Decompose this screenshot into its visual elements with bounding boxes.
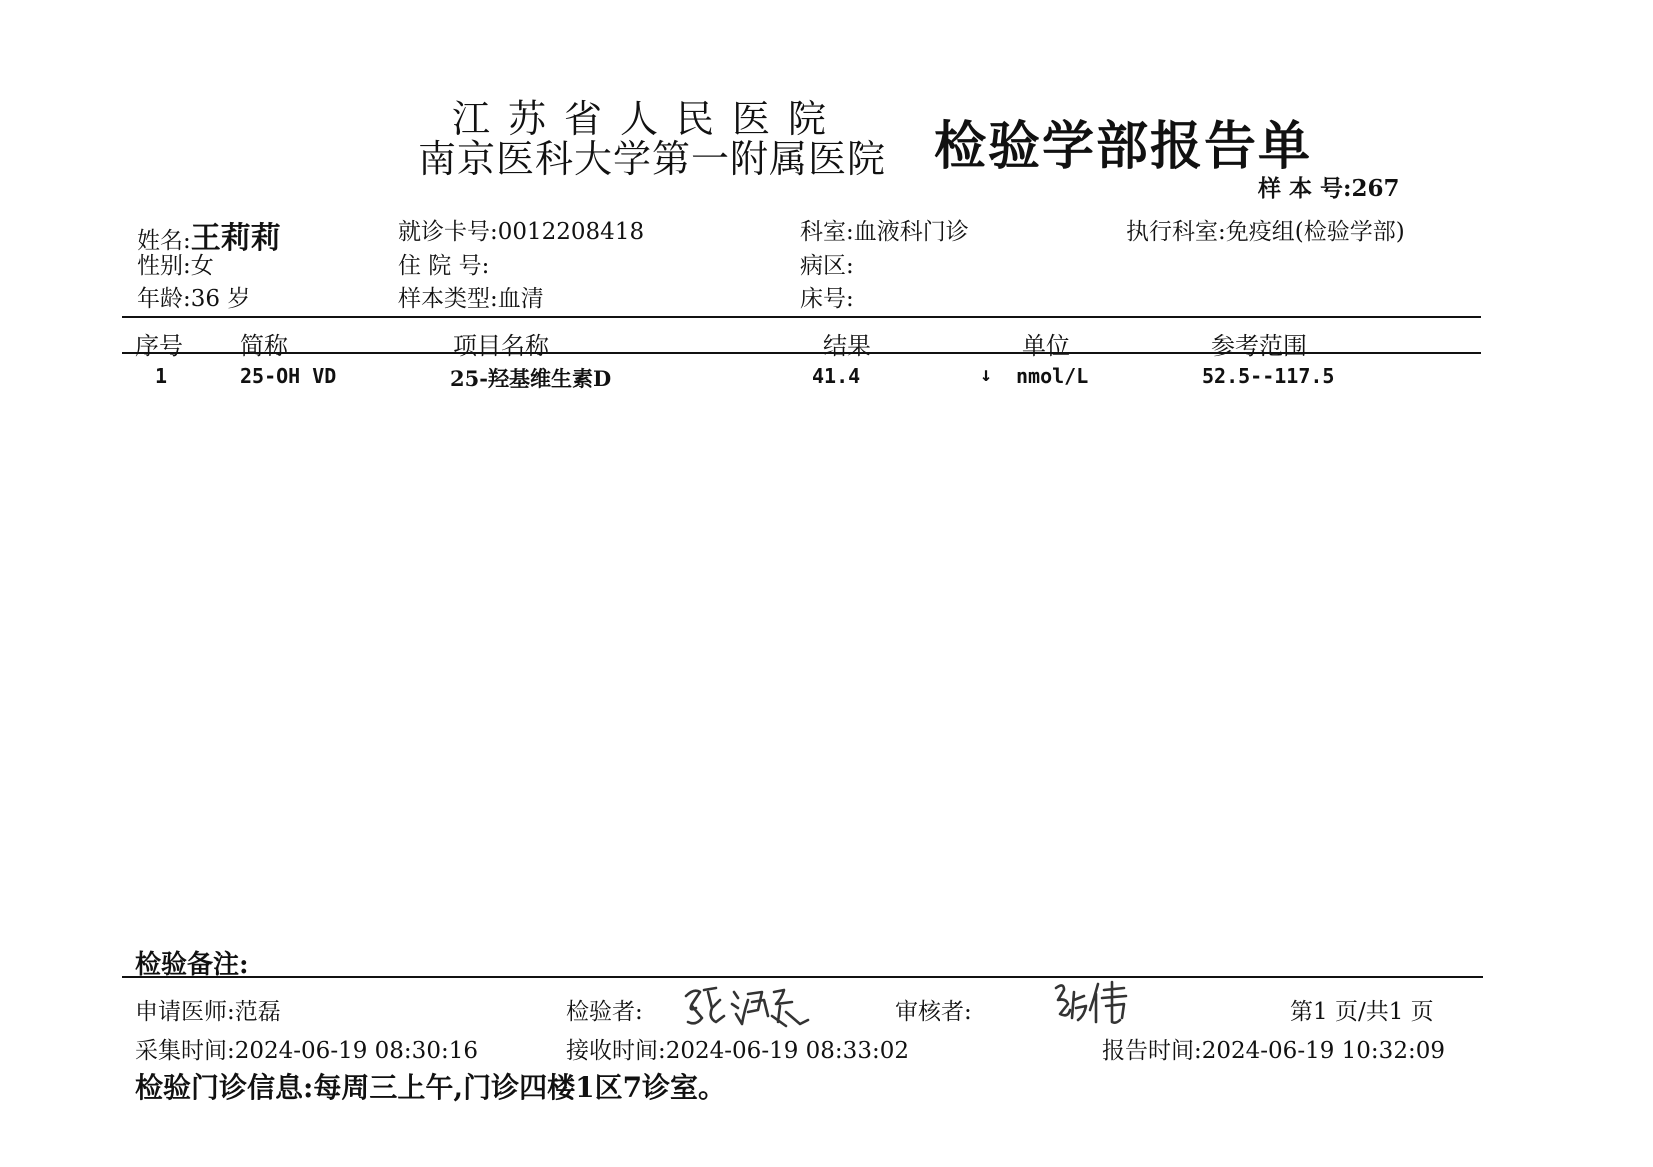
- patient-age: 年龄:36 岁: [137, 286, 251, 312]
- remarks-label: 检验备注:: [135, 950, 249, 980]
- sample-type: 样本类型:血清: [398, 286, 544, 312]
- bed-number: 床号:: [800, 286, 854, 312]
- low-flag-arrow-icon: ↓: [980, 362, 993, 386]
- column-header-abbr: 简称: [240, 332, 288, 360]
- collection-time: 采集时间:2024-06-19 08:30:16: [135, 1038, 478, 1064]
- tester-label: 检验者:: [566, 999, 643, 1025]
- hospital-name: 江苏省人民医院: [452, 97, 845, 141]
- cell-no: 1: [155, 364, 168, 388]
- tester-signature: [682, 982, 814, 1036]
- receive-time: 接收时间:2024-06-19 08:33:02: [566, 1038, 909, 1064]
- patient-name: 王莉莉: [190, 221, 281, 256]
- requesting-doctor: 申请医师:范磊: [135, 999, 281, 1025]
- hospital-affiliation: 南京医科大学第一附属医院: [418, 137, 887, 181]
- department: 科室:血液科门诊: [800, 219, 969, 245]
- sample-number: 样 本 号:267: [1258, 175, 1400, 202]
- patient-name-label: 姓名:: [137, 228, 191, 254]
- cell-item-name: 25-羟基维生素D: [450, 366, 612, 391]
- reviewer-label: 审核者:: [895, 999, 972, 1025]
- column-header-unit: 单位: [1022, 332, 1070, 360]
- column-header-item-name: 项目名称: [453, 332, 549, 360]
- footer-rule: [122, 976, 1483, 978]
- cell-abbr: 25-OH VD: [240, 364, 337, 388]
- column-header-result: 结果: [823, 332, 871, 360]
- report-title: 检验学部报告单: [934, 116, 1313, 177]
- patient-sex: 性别:女: [137, 253, 214, 279]
- column-header-reference-range: 参考范围: [1211, 332, 1307, 360]
- cell-result: 41.4: [812, 364, 861, 388]
- reviewer-signature: [1050, 978, 1132, 1032]
- executing-department: 执行科室:免疫组(检验学部): [1126, 219, 1405, 245]
- inpatient-number: 住 院 号:: [398, 253, 490, 279]
- cell-unit: nmol/L: [1016, 364, 1089, 388]
- table-top-rule: [122, 316, 1481, 318]
- column-header-no: 序号: [135, 332, 183, 360]
- clinic-info: 检验门诊信息:每周三上午,门诊四楼1区7诊室。: [135, 1071, 727, 1104]
- table-header-rule: [122, 352, 1481, 354]
- cell-reference-range: 52.5--117.5: [1202, 364, 1335, 388]
- ward: 病区:: [800, 253, 854, 279]
- card-number: 就诊卡号:0012208418: [398, 219, 645, 245]
- report-time: 报告时间:2024-06-19 10:32:09: [1102, 1038, 1445, 1064]
- page-indicator: 第1 页/共1 页: [1290, 999, 1434, 1025]
